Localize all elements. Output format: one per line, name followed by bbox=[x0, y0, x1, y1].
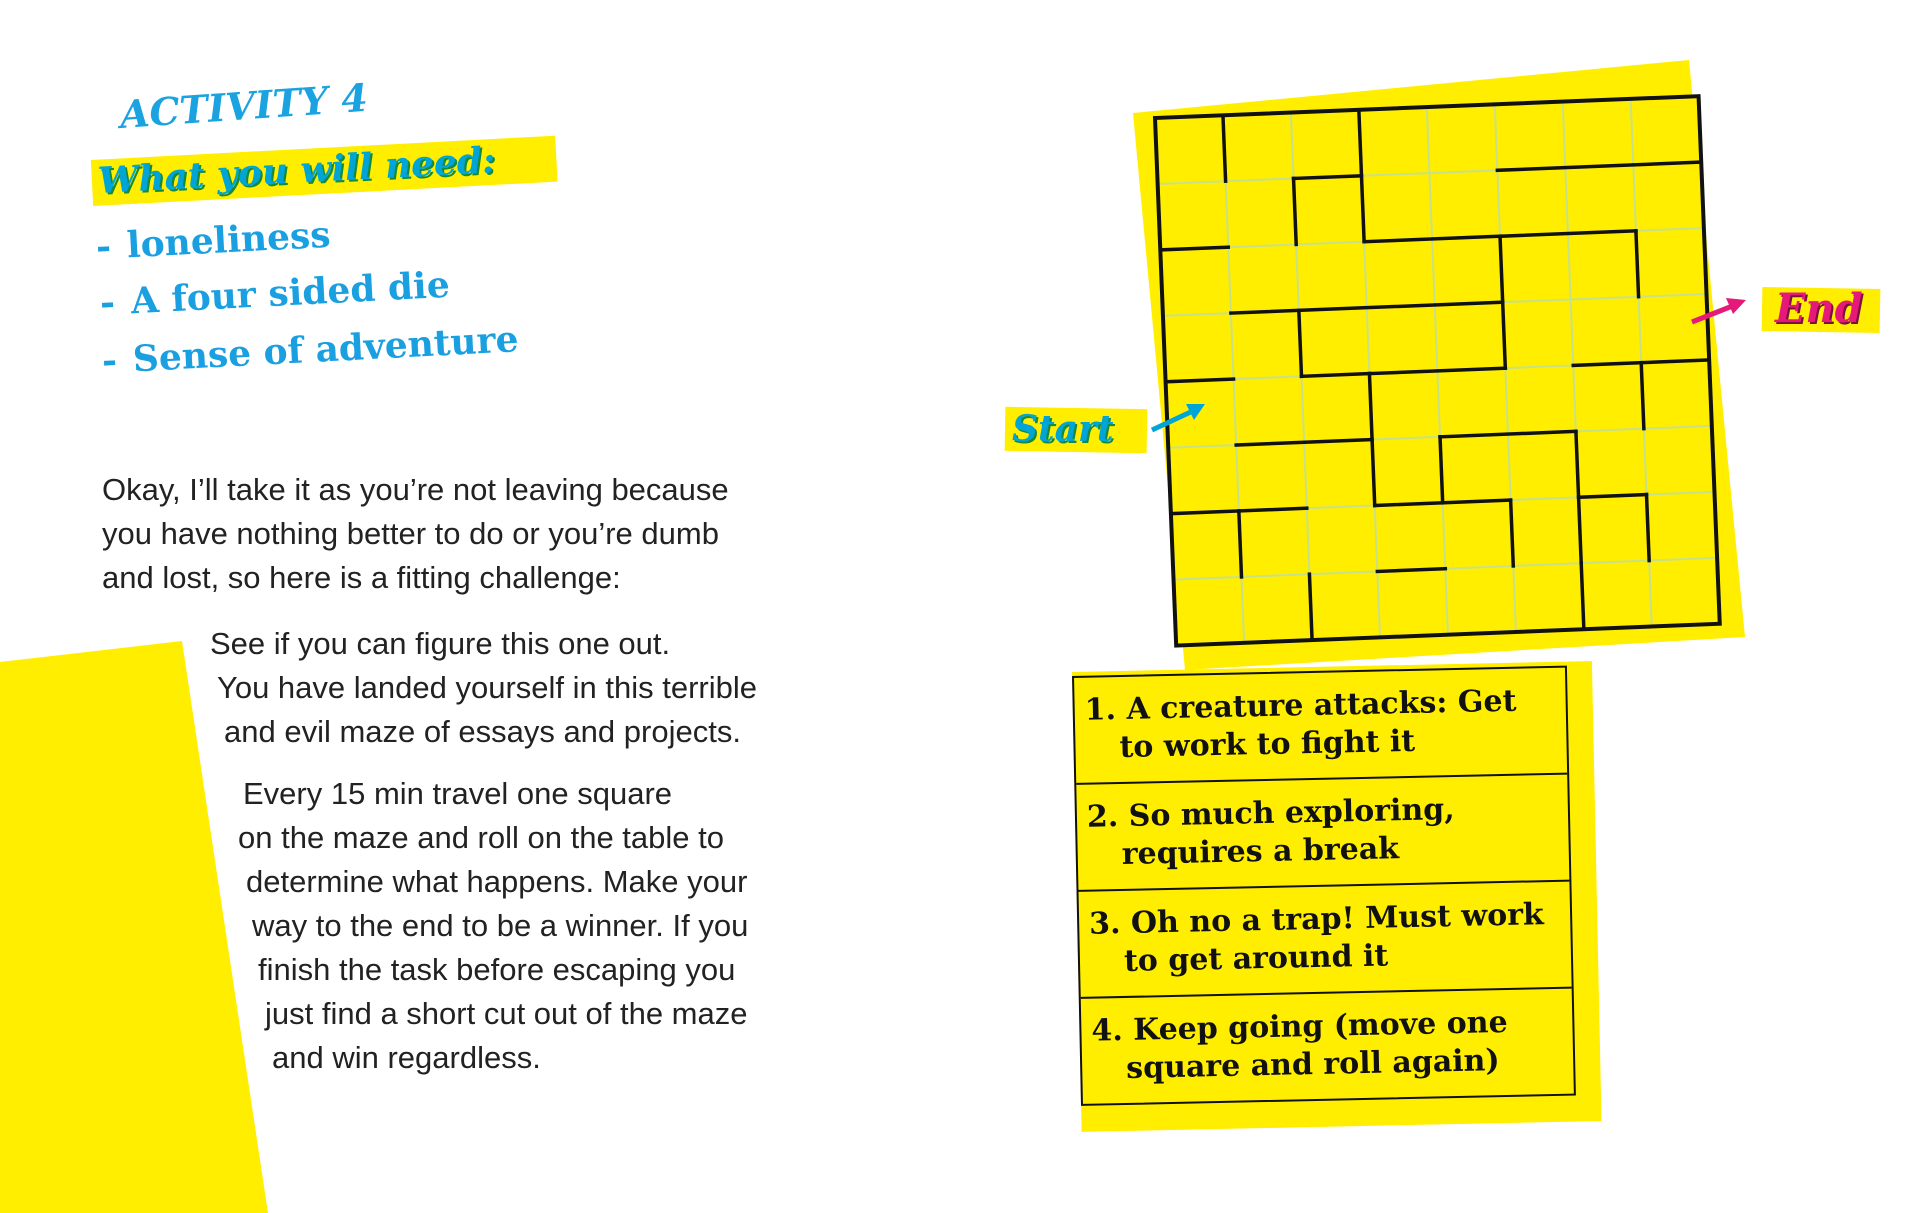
needs-heading: What you will need: bbox=[96, 139, 497, 202]
roll-table-row bbox=[1079, 882, 1572, 999]
roll-outcome-line1: A creature attacks: Get bbox=[1126, 683, 1517, 727]
activity-title: ACTIVITY 4 bbox=[118, 74, 370, 137]
roll-number: 3. bbox=[1088, 906, 1121, 942]
roll-number: 1. bbox=[1084, 692, 1117, 728]
instruction-line: You have landed yourself in this terrible bbox=[217, 670, 757, 705]
roll-outcome-line2: requires a break bbox=[1121, 831, 1400, 872]
instruction-line: See if you can figure this one out. bbox=[210, 626, 671, 661]
instruction-line: finish the task before escaping you bbox=[258, 952, 736, 987]
intro-line: and lost, so here is a fitting challenge: bbox=[102, 560, 621, 595]
roll-outcome-line2: to work to fight it bbox=[1119, 723, 1416, 766]
roll-outcome-line2: to get around it bbox=[1123, 938, 1389, 979]
instruction-line: just find a short cut out of the maze bbox=[265, 996, 748, 1031]
need-item-text: loneliness bbox=[125, 213, 332, 267]
roll-outcome-line1: Oh no a trap! Must work bbox=[1130, 897, 1545, 941]
instruction-line: Every 15 min travel one square bbox=[243, 776, 673, 811]
instruction-line: on the maze and roll on the table to bbox=[238, 820, 724, 855]
list-dash: - bbox=[94, 225, 113, 268]
list-dash: - bbox=[100, 339, 119, 382]
instruction-line: determine what happens. Make your bbox=[246, 864, 748, 899]
roll-number: 2. bbox=[1086, 799, 1119, 835]
roll-outcome-line1: Keep going (move one bbox=[1132, 1004, 1508, 1048]
roll-outcome-line2: square and roll again) bbox=[1125, 1043, 1500, 1086]
roll-table-row bbox=[1076, 775, 1569, 892]
roll-table-row bbox=[1081, 989, 1574, 1104]
need-item-text: Sense of adventure bbox=[131, 318, 520, 381]
roll-table bbox=[1072, 672, 1592, 1134]
maze-grid bbox=[1155, 96, 1720, 645]
instruction-line: way to the end to be a winner. If you bbox=[252, 908, 749, 943]
instruction-line: and win regardless. bbox=[272, 1040, 541, 1075]
roll-table-box bbox=[1072, 666, 1576, 1106]
start-label: Start bbox=[1012, 408, 1114, 450]
intro-line: Okay, I’ll take it as you’re not leaving because bbox=[102, 472, 729, 507]
roll-outcome-line1: So much exploring, bbox=[1128, 792, 1456, 834]
need-item-text: A four sided die bbox=[129, 263, 451, 323]
roll-table-row bbox=[1074, 668, 1567, 785]
roll-number: 4. bbox=[1091, 1013, 1124, 1049]
list-dash: - bbox=[98, 281, 117, 324]
instruction-line: and evil maze of essays and projects. bbox=[224, 714, 741, 749]
end-label: End bbox=[1775, 285, 1863, 332]
intro-line: you have nothing better to do or you’re dumb bbox=[102, 516, 719, 551]
